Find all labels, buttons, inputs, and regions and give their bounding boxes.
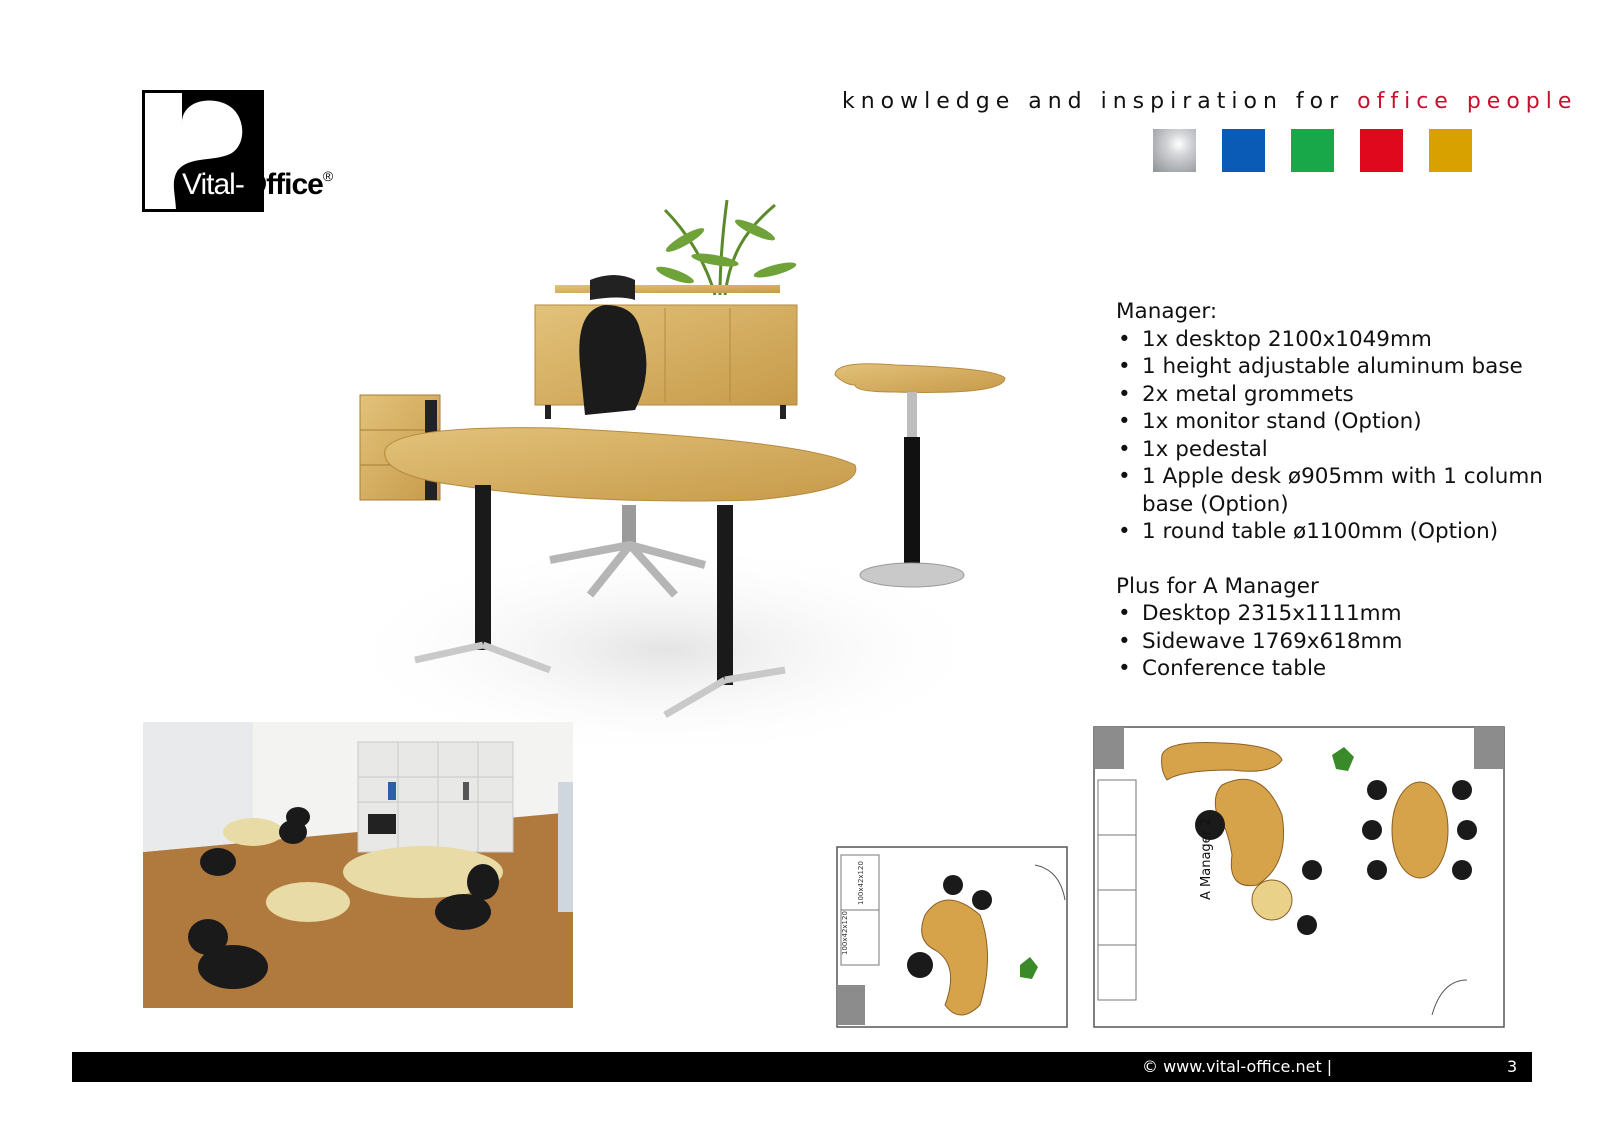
tagline-accent: office people <box>1357 89 1578 114</box>
list-item: • Desktop 2315x1111mm <box>1116 600 1586 628</box>
office-photo <box>143 722 573 1008</box>
plus-items <box>1116 600 1586 683</box>
page-number: 3 <box>1507 1057 1518 1076</box>
footer-copyright: © www.vital-office.net | <box>1142 1057 1333 1076</box>
swatch-green <box>1291 129 1334 172</box>
floor-plan-large <box>1092 725 1507 1030</box>
list-item: • 1x desktop 2100x1049mm <box>1116 326 1586 354</box>
swatch-gold <box>1429 129 1472 172</box>
svg-text:A Manager 2: A Manager 2 <box>1199 817 1214 900</box>
list-item: • 1 Apple desk ø905mm with 1 column base (Option) <box>1116 463 1586 518</box>
swatch-blue <box>1222 129 1265 172</box>
plus-heading: Plus for A Manager <box>1116 573 1319 599</box>
spec-list <box>1116 298 1586 683</box>
list-item: • 1 round table ø1100mm (Option) <box>1116 518 1586 546</box>
swatch-red <box>1360 129 1403 172</box>
svg-text:100x42x120: 100x42x120 <box>857 861 865 905</box>
tagline-prefix: knowledge and inspiration for <box>842 89 1345 114</box>
list-item: • 1x pedestal <box>1116 436 1586 464</box>
color-swatches <box>1153 129 1472 172</box>
product-render <box>335 200 1055 760</box>
list-item: • 2x metal grommets <box>1116 381 1586 409</box>
tagline <box>842 89 1577 114</box>
list-item: • 1 height adjustable aluminum base <box>1116 353 1586 381</box>
footer-bar <box>72 1052 1532 1082</box>
vital-office-logo <box>142 90 362 214</box>
list-item: • Conference table <box>1116 655 1586 683</box>
swatch-silver <box>1153 129 1196 172</box>
list-item: • 1x monitor stand (Option) <box>1116 408 1586 436</box>
manager-items <box>1116 326 1586 546</box>
list-item: • Sidewave 1769x618mm <box>1116 628 1586 656</box>
svg-text:100x42x120: 100x42x120 <box>841 911 849 955</box>
manager-heading: Manager: <box>1116 299 1218 324</box>
floor-plan-small <box>835 845 1070 1030</box>
logo-wordmark: Vital-Office® <box>182 168 333 201</box>
